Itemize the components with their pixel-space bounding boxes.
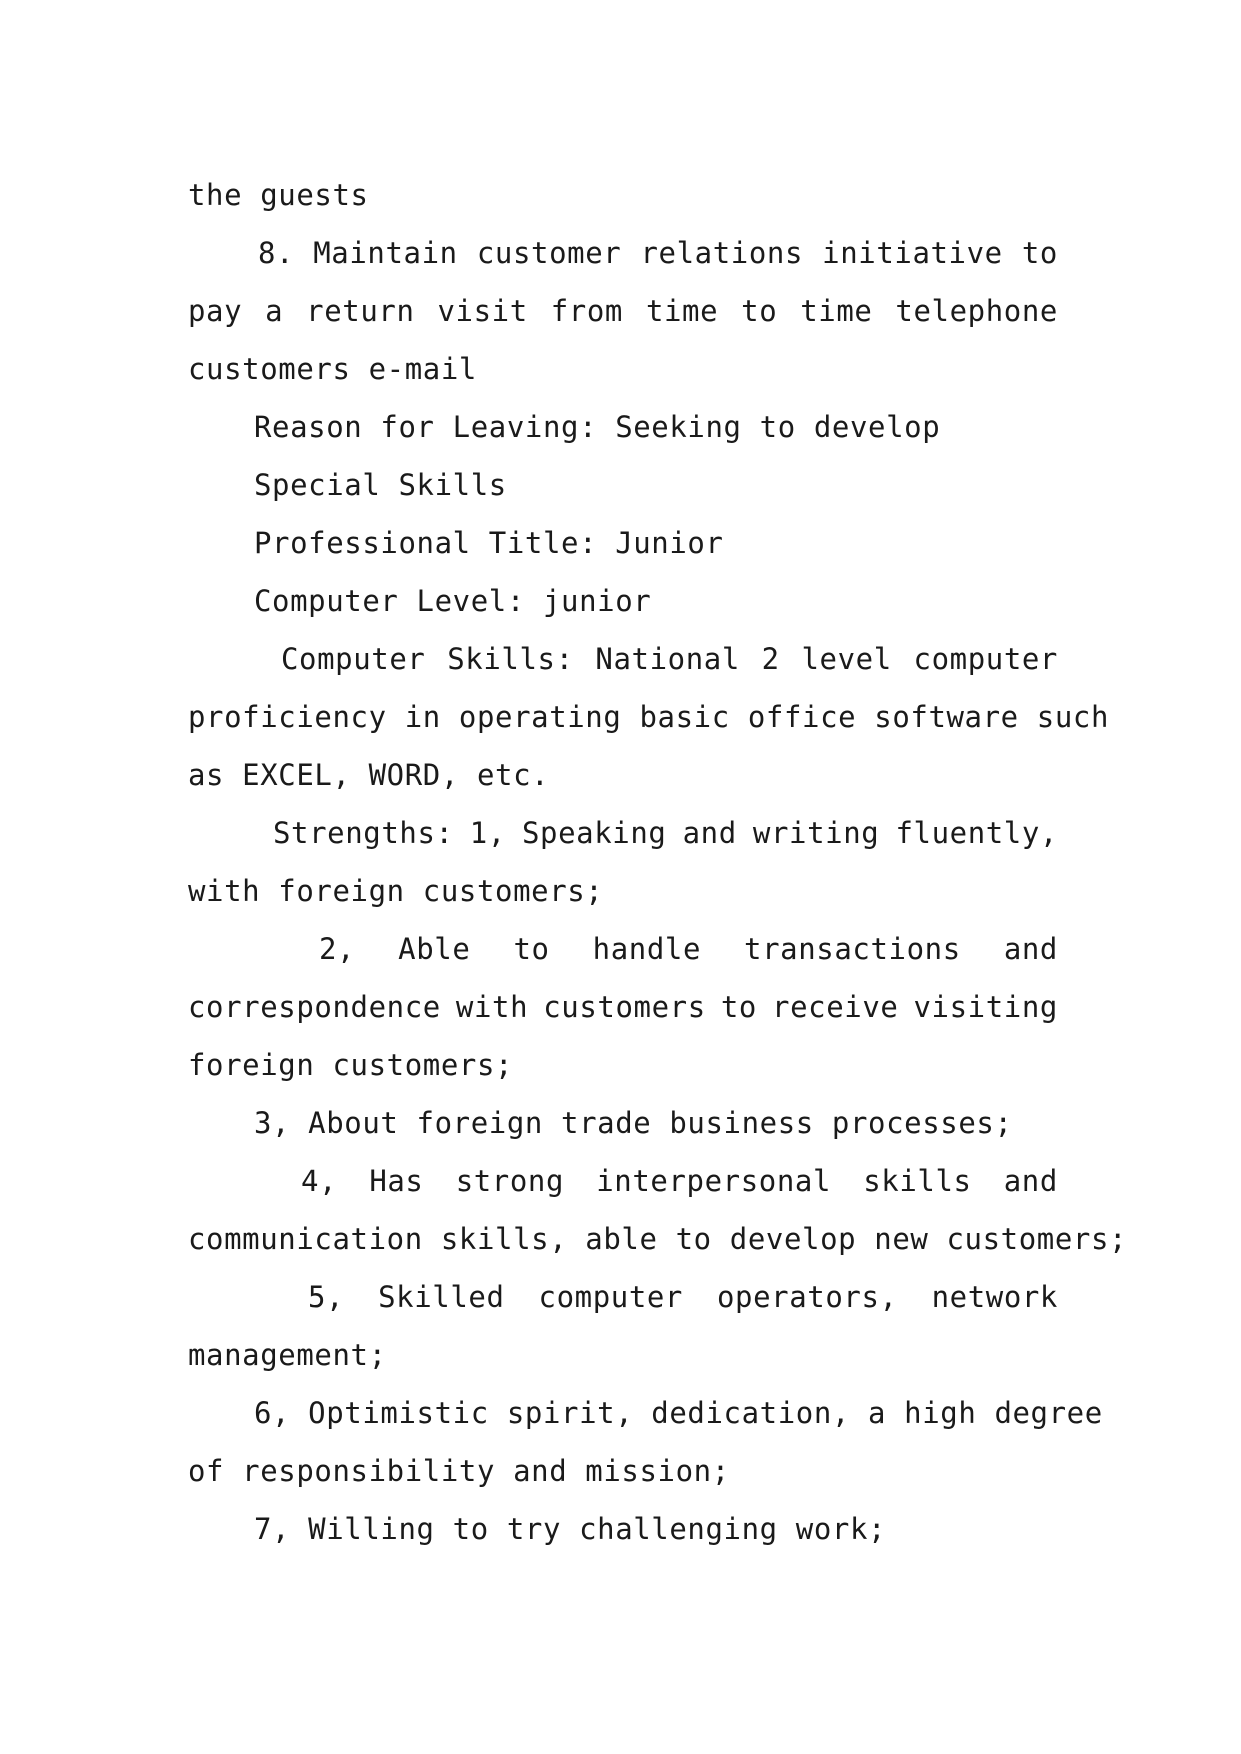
text-fragment: Computer (281, 642, 426, 676)
text-fragment: receive (772, 990, 899, 1024)
text-fragment: Skilled (378, 1280, 505, 1314)
text-fragment: foreign customers; (188, 1048, 514, 1082)
text-fragment: operators, (716, 1280, 898, 1314)
text-fragment: proficiency in operating basic office software such (188, 700, 1110, 734)
text-fragment: 3, About foreign trade business processes; (254, 1106, 1013, 1140)
text-fragment: Maintain (313, 236, 458, 270)
text-line-22 (188, 1384, 1103, 1442)
text-fragment: to (741, 294, 778, 328)
text-fragment: 2 (761, 642, 780, 676)
text-fragment: interpersonal (596, 1164, 832, 1198)
text-fragment: to (1021, 236, 1058, 270)
text-fragment: 1, (469, 816, 506, 850)
text-line-4 (188, 340, 1058, 398)
text-fragment: transactions (744, 932, 961, 966)
text-fragment: computer (913, 642, 1058, 676)
text-fragment: computer (538, 1280, 683, 1314)
text-line-8 (188, 572, 1058, 630)
text-line-24 (188, 1500, 1058, 1558)
text-line-21 (188, 1326, 1058, 1384)
text-fragment: communication skills, able to develop new customers; (188, 1222, 1128, 1256)
text-fragment: fluently, (895, 816, 1058, 850)
text-fragment: of responsibility and mission; (188, 1454, 730, 1488)
text-fragment: Special Skills (254, 468, 507, 502)
text-fragment: initiative (822, 236, 1003, 270)
text-fragment: and (682, 816, 737, 850)
text-line-11 (188, 746, 1058, 804)
text-fragment: skills (863, 1164, 972, 1198)
text-fragment: as EXCEL, WORD, etc. (188, 758, 550, 792)
text-fragment: visiting (913, 990, 1058, 1024)
text-fragment: Has (369, 1164, 424, 1198)
text-line-15 (188, 978, 1058, 1036)
text-fragment: with (455, 990, 529, 1024)
text-line-3 (188, 282, 1058, 340)
text-fragment: customers (543, 990, 706, 1024)
text-fragment: correspondence (188, 990, 441, 1024)
text-fragment: to (720, 990, 757, 1024)
text-fragment: 7, Willing to try challenging work; (254, 1512, 887, 1546)
text-fragment: Able (398, 932, 471, 966)
text-fragment: 4, (301, 1164, 338, 1198)
text-fragment: level (801, 642, 892, 676)
text-fragment: time (800, 294, 873, 328)
text-line-1 (188, 166, 1058, 224)
text-line-9 (188, 630, 1058, 688)
text-fragment: 6, Optimistic spirit, dedication, a high degree (254, 1396, 1103, 1430)
text-fragment: to (513, 932, 550, 966)
text-fragment: Speaking (521, 816, 667, 850)
text-fragment: telephone (895, 294, 1058, 328)
text-fragment: writing (752, 816, 880, 850)
text-fragment: 5, (308, 1280, 345, 1314)
text-fragment: a (265, 294, 284, 328)
text-line-10 (188, 688, 1110, 746)
text-line-12 (188, 804, 1058, 862)
text-line-5 (188, 398, 1058, 456)
text-fragment: 8. (258, 236, 295, 270)
document-body (188, 166, 1128, 1558)
text-line-7 (188, 514, 1058, 572)
text-line-6 (188, 456, 1058, 514)
text-fragment: relations (640, 236, 804, 270)
text-fragment: customers e-mail (188, 352, 477, 386)
text-line-20 (188, 1268, 1058, 1326)
text-fragment: customer (476, 236, 622, 270)
text-fragment: return (306, 294, 415, 328)
text-fragment: Professional Title: Junior (254, 526, 724, 560)
text-line-17 (188, 1094, 1058, 1152)
text-fragment: Computer Level: junior (254, 584, 652, 618)
text-line-18 (188, 1152, 1058, 1210)
text-line-23 (188, 1442, 1058, 1500)
text-fragment: from (550, 294, 623, 328)
text-fragment: with foreign customers; (188, 874, 604, 908)
text-line-13 (188, 862, 1058, 920)
text-fragment: network (931, 1280, 1058, 1314)
text-line-2 (188, 224, 1058, 282)
text-fragment: visit (437, 294, 528, 328)
text-fragment: time (645, 294, 719, 328)
text-fragment: 2, (319, 932, 356, 966)
text-fragment: Strengths: (273, 816, 454, 850)
text-line-19 (188, 1210, 1128, 1268)
text-fragment: Reason for Leaving: Seeking to develop (254, 410, 941, 444)
text-fragment: Skills: (447, 642, 574, 676)
text-line-14 (188, 920, 1058, 978)
text-fragment: the guests (188, 178, 369, 212)
text-fragment: pay (188, 294, 243, 328)
text-fragment: and (1003, 932, 1058, 966)
text-fragment: and (1003, 1164, 1058, 1198)
text-line-16 (188, 1036, 1058, 1094)
text-fragment: handle (592, 932, 701, 966)
text-fragment: management; (188, 1338, 387, 1372)
text-fragment: strong (455, 1164, 565, 1198)
text-fragment: National (595, 642, 740, 676)
